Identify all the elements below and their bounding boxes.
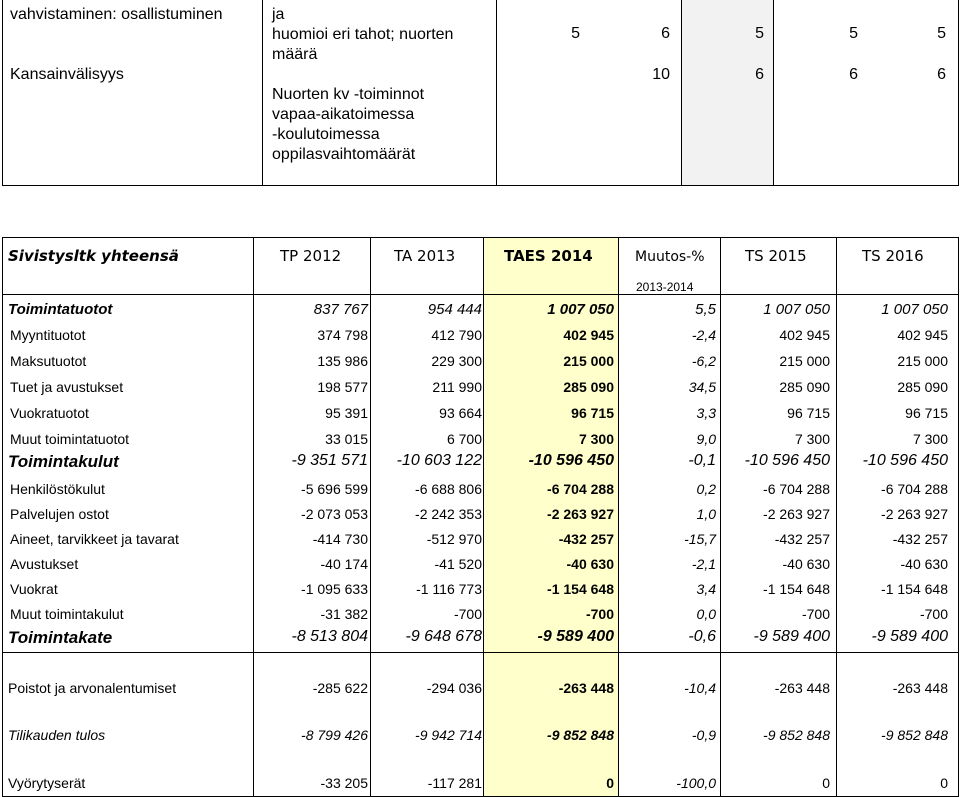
row-value: -1 095 633 — [301, 581, 368, 597]
row-value: -2 263 927 — [763, 506, 830, 522]
row-value: 1,0 — [696, 506, 716, 522]
row-label: Poistot ja arvonalentumiset — [8, 680, 177, 696]
row-value: 374 798 — [317, 327, 368, 343]
row-value: -10 596 450 — [862, 452, 948, 469]
row-value: -0,1 — [688, 452, 716, 469]
row-value: 0,0 — [696, 606, 716, 622]
header-ts2015: TS 2015 — [745, 247, 807, 265]
header-ta2013: TA 2013 — [394, 247, 456, 265]
indicator-value: 6 — [849, 66, 858, 83]
row-value: 7 300 — [794, 431, 830, 447]
row-value: -9 852 848 — [547, 727, 614, 743]
row-value: 215 000 — [897, 353, 948, 369]
row-value: 33 015 — [325, 431, 368, 447]
row-label: Muut toimintakulut — [10, 606, 124, 622]
row-label: Muut toimintatuotot — [10, 431, 130, 447]
row-value: 1 007 050 — [763, 301, 830, 318]
indicator-desc: vapaa-aikatoimessa — [272, 106, 415, 123]
row-value: -15,7 — [684, 531, 716, 547]
indicator-label: vahvistaminen: osallistuminen — [10, 6, 223, 23]
row-value: 96 715 — [787, 405, 830, 421]
header-muutos-period: 2013-2014 — [636, 280, 694, 294]
row-value: -0,6 — [688, 628, 716, 645]
row-label: Tilikauden tulos — [8, 727, 106, 743]
row-value: -285 622 — [312, 680, 368, 696]
row-value: -9 648 678 — [405, 628, 482, 645]
row-label: Henkilöstökulut — [10, 481, 105, 497]
row-value: -263 448 — [558, 680, 614, 696]
row-value: -117 281 — [427, 775, 482, 791]
indicator-value: 5 — [937, 25, 946, 42]
row-value: -40 630 — [566, 556, 614, 572]
row-value: -40 174 — [320, 556, 368, 572]
row-value: 93 664 — [439, 405, 482, 421]
indicator-table — [0, 0, 960, 186]
row-value: 211 990 — [432, 379, 482, 395]
row-value: -6 704 288 — [763, 481, 830, 497]
indicator-desc: Nuorten kv -toiminnot — [272, 86, 425, 103]
row-label: Toimintakate — [8, 628, 113, 647]
row-value: 0 — [606, 775, 614, 791]
row-label: Vuokratuotot — [10, 405, 89, 421]
row-value: 3,3 — [696, 405, 716, 421]
indicator-value: 6 — [661, 25, 670, 42]
row-value: -9 589 400 — [537, 628, 614, 645]
row-value: 837 767 — [313, 301, 368, 318]
row-value: -432 257 — [774, 531, 830, 547]
indicator-value: 5 — [571, 25, 580, 42]
row-label: Avustukset — [10, 556, 79, 572]
row-value: 954 444 — [427, 301, 482, 318]
row-value: -2 263 927 — [881, 506, 948, 522]
row-value: -31 382 — [320, 606, 368, 622]
row-value: 9,0 — [696, 431, 716, 447]
row-value: -2,1 — [691, 556, 716, 572]
row-value: 5,5 — [695, 301, 716, 318]
row-value: 1 007 050 — [547, 301, 614, 318]
row-value: 215 000 — [779, 353, 830, 369]
row-value: 285 090 — [563, 379, 614, 395]
row-value: -5 696 599 — [301, 481, 368, 497]
row-value: 96 715 — [571, 405, 614, 421]
row-value: -40 630 — [900, 556, 948, 572]
row-label: Aineet, tarvikkeet ja tavarat — [10, 531, 179, 547]
row-value: -6 688 806 — [415, 481, 482, 497]
row-value: -2 263 927 — [547, 506, 614, 522]
row-value: 7 300 — [578, 431, 614, 447]
row-value: 198 577 — [317, 379, 368, 395]
row-value: -1 116 773 — [416, 581, 482, 597]
row-label: Maksutuotot — [10, 353, 87, 369]
row-value: -512 970 — [426, 531, 482, 547]
row-value: -0,9 — [691, 727, 716, 743]
row-value: -700 — [585, 606, 614, 622]
indicator-value: 6 — [937, 66, 946, 83]
row-value: -10 596 450 — [744, 452, 830, 469]
indicator-desc: huomioi eri tahot; nuorten — [272, 26, 454, 43]
row-label: Tuet ja avustukset — [10, 379, 124, 395]
row-label: Vyörytyserät — [8, 775, 86, 791]
row-value: -1 154 648 — [881, 581, 948, 597]
row-value: -6 704 288 — [547, 481, 614, 497]
row-value: -40 630 — [782, 556, 830, 572]
indicator-value: 10 — [652, 66, 670, 83]
row-value: -8 513 804 — [291, 628, 368, 645]
header-tp2012: TP 2012 — [280, 247, 342, 265]
row-label: Myyntituotot — [10, 327, 86, 343]
row-value: -41 520 — [434, 556, 482, 572]
row-value: 285 090 — [897, 379, 948, 395]
row-value: -9 589 400 — [871, 628, 948, 645]
row-value: 135 986 — [317, 353, 368, 369]
indicator-desc: määrä — [272, 46, 318, 63]
table-title: Sivistysltk yhteensä — [8, 247, 179, 265]
row-value: 402 945 — [779, 327, 830, 343]
row-value: 0 — [822, 775, 830, 791]
indicator-value: 6 — [755, 66, 764, 83]
row-value: 402 945 — [563, 327, 614, 343]
row-value: -294 036 — [426, 680, 482, 696]
row-value: 96 715 — [905, 405, 948, 421]
row-value: -10,4 — [684, 680, 716, 696]
row-value: -10 603 122 — [396, 452, 482, 469]
row-value: 0,2 — [696, 481, 716, 497]
row-value: 7 300 — [912, 431, 948, 447]
row-label: Vuokrat — [10, 581, 58, 597]
row-value: 229 300 — [431, 353, 482, 369]
row-value: -10 596 450 — [528, 452, 614, 469]
indicator-desc: ja — [272, 6, 285, 23]
row-value: 34,5 — [688, 379, 716, 395]
row-value: -2 242 353 — [415, 506, 482, 522]
indicator-label: Kansainvälisyys — [10, 66, 124, 83]
row-value: -2,4 — [691, 327, 716, 343]
row-value: -700 — [801, 606, 830, 622]
row-value: -9 351 571 — [291, 452, 368, 469]
row-value: 215 000 — [563, 353, 614, 369]
row-value: 6 700 — [446, 431, 482, 447]
indicator-desc: oppilasvaihtomäärät — [272, 146, 416, 163]
row-value: -1 154 648 — [763, 581, 830, 597]
row-value: 95 391 — [325, 405, 368, 421]
row-value: -432 257 — [558, 531, 614, 547]
header-ts2016: TS 2016 — [862, 247, 924, 265]
row-value: -33 205 — [320, 775, 368, 791]
row-value: -432 257 — [892, 531, 948, 547]
row-value: 0 — [940, 775, 948, 791]
row-value: -263 448 — [774, 680, 830, 696]
row-value: -414 730 — [312, 531, 368, 547]
row-value: 412 790 — [431, 327, 482, 343]
row-value: -6,2 — [691, 353, 716, 369]
row-value: -9 942 714 — [415, 727, 482, 743]
indicator-value: 5 — [755, 25, 764, 42]
indicator-desc: -koulutoimessa — [272, 126, 380, 143]
row-value: -100,0 — [676, 775, 716, 791]
row-value: -8 799 426 — [301, 727, 368, 743]
header-muutos: Muutos-% — [635, 249, 705, 265]
row-value: -1 154 648 — [547, 581, 614, 597]
row-value: 3,4 — [696, 581, 716, 597]
indicator-value: 5 — [849, 25, 858, 42]
row-value: 285 090 — [779, 379, 830, 395]
row-label: Toimintatuotot — [8, 301, 113, 318]
header-taes2014: TAES 2014 — [504, 247, 593, 265]
row-value: -2 073 053 — [301, 506, 368, 522]
row-value: -700 — [453, 606, 482, 622]
row-value: -9 852 848 — [881, 727, 948, 743]
row-label: Toimintakulut — [8, 452, 119, 471]
row-value: -9 589 400 — [753, 628, 830, 645]
row-value: -700 — [919, 606, 948, 622]
row-value: -9 852 848 — [763, 727, 830, 743]
row-value: 402 945 — [897, 327, 948, 343]
row-value: -6 704 288 — [881, 481, 948, 497]
row-value: -263 448 — [892, 680, 948, 696]
row-value: 1 007 050 — [881, 301, 948, 318]
row-label: Palvelujen ostot — [10, 506, 109, 522]
